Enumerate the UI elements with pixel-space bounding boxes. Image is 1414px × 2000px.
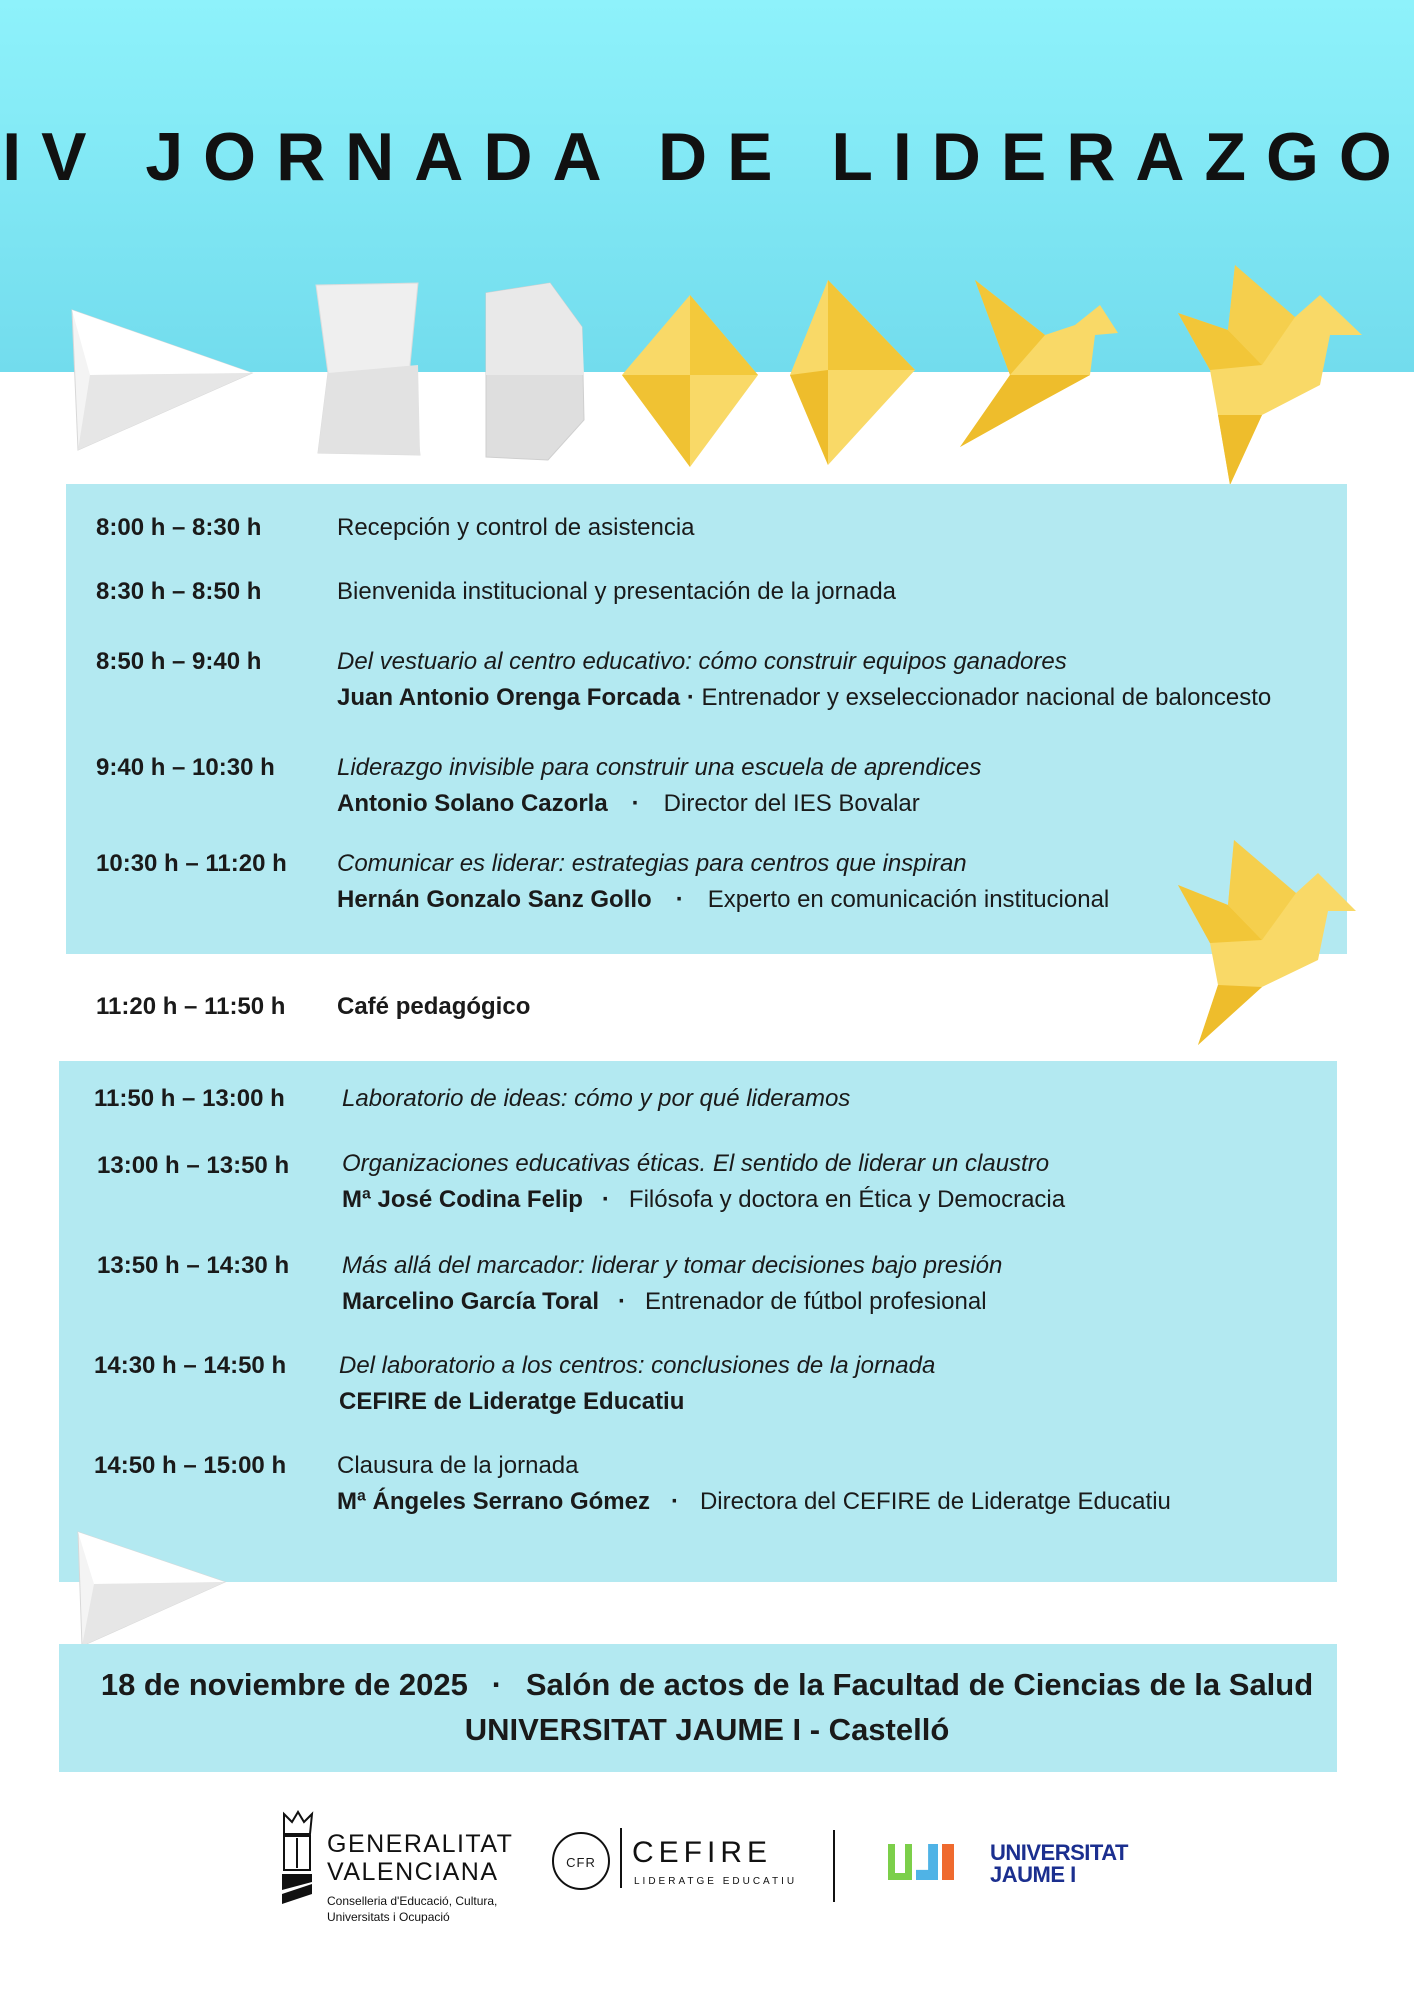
separator-dot: · (631, 790, 640, 817)
session-speaker-line (337, 1488, 1171, 1516)
speaker-name: Antonio Solano Cazorla (337, 790, 608, 817)
session-time: 13:00 h – 13:50 h (97, 1152, 290, 1179)
speaker-name: Hernán Gonzalo Sanz Gollo (337, 886, 652, 913)
event-info-panel (59, 1644, 1337, 1772)
speaker-role: Entrenador de fútbol profesional (644, 1288, 987, 1315)
session-time: 8:50 h – 9:40 h (96, 648, 262, 675)
folded-paper-icon-2 (486, 283, 584, 460)
gv-subtitle-line2: Universitats i Ocupació (327, 1910, 450, 1924)
speaker-role: Entrenador y exseleccionador nacional de baloncesto (701, 684, 1272, 711)
session-time: 11:50 h – 13:00 h (94, 1085, 285, 1112)
logo-bar (0, 1800, 1414, 1980)
separator-dot: · (491, 1667, 503, 1702)
cefire-divider (620, 1828, 622, 1888)
paper-plane-icon-2 (70, 1530, 230, 1648)
session-time: 13:50 h – 14:30 h (97, 1252, 290, 1279)
uji-mark-icon (888, 1844, 954, 1884)
generalitat-crest-icon (278, 1810, 316, 1910)
origami-illustration (0, 255, 1414, 495)
session-time: 11:20 h – 11:50 h (96, 993, 286, 1020)
speaker-role: Filósofa y doctora en Ética y Democracia (628, 1186, 1066, 1213)
session-title: Organizaciones educativas éticas. El sentido de liderar un claustro (342, 1150, 1050, 1177)
speaker-name: Mª José Codina Felip (342, 1186, 583, 1213)
session-title: Laboratorio de ideas: cómo y por qué lideramos (342, 1085, 851, 1112)
session-title: Clausura de la jornada (337, 1452, 579, 1479)
event-university: UNIVERSITAT JAUME I - Castelló (464, 1712, 950, 1747)
schedule-panel-morning (66, 484, 1347, 954)
session-title: Del vestuario al centro educativo: cómo construir equipos ganadores (337, 648, 1067, 675)
uji-name-line2: JAUME I (990, 1862, 1076, 1887)
session-speaker-line (342, 1186, 1065, 1214)
origami-bird-icon (960, 280, 1118, 447)
separator-dot: · (617, 1288, 626, 1315)
speaker-role: Experto en comunicación institucional (707, 886, 1110, 913)
session-speaker-line (337, 790, 920, 818)
event-date: 18 de noviembre de 2025 (100, 1667, 468, 1702)
session-time: 14:30 h – 14:50 h (94, 1352, 287, 1379)
session-speaker-line (337, 886, 1109, 914)
event-date-place (0, 1667, 1414, 1703)
session-title: Bienvenida institucional y presentación de la jornada (337, 578, 897, 605)
session-time: 14:50 h – 15:00 h (94, 1452, 287, 1479)
speaker-role: Directora del CEFIRE de Lideratge Educatiu (699, 1488, 1171, 1515)
paper-plane-icon (72, 310, 252, 450)
origami-bird-icon-2 (1178, 265, 1362, 485)
gv-subtitle-line1: Conselleria d'Educació, Cultura, (327, 1894, 498, 1908)
separator-dot: · (686, 684, 695, 711)
origami-diamond-icon-2 (790, 280, 915, 465)
separator-dot: · (601, 1186, 610, 1213)
session-speaker-line (337, 684, 1271, 712)
cefire-badge-icon: CFR (552, 1832, 610, 1890)
separator-dot: · (675, 886, 684, 913)
speaker-name: Juan Antonio Orenga Forcada (337, 684, 681, 711)
speaker-name: Mª Ángeles Serrano Gómez (337, 1488, 650, 1515)
separator-dot: · (670, 1488, 679, 1515)
speaker-role: Director del IES Bovalar (663, 790, 920, 817)
session-time: 8:00 h – 8:30 h (96, 514, 262, 541)
cefire-name: CEFIRE (632, 1836, 773, 1869)
session-title: Más allá del marcador: liderar y tomar decisiones bajo presión (342, 1252, 1003, 1279)
session-time: 8:30 h – 8:50 h (96, 578, 262, 605)
gv-name-line2: VALENCIANA (327, 1858, 499, 1886)
session-time: 9:40 h – 10:30 h (96, 754, 275, 781)
event-place: Salón de actos de la Facultad de Ciencias de la Salud (525, 1667, 1314, 1702)
folded-paper-icon (316, 283, 420, 455)
session-title: Café pedagógico (337, 993, 531, 1020)
cefire-subtitle: LIDERATGE EDUCATIU (634, 1876, 798, 1887)
logo-divider (833, 1830, 835, 1902)
session-title: Liderazgo invisible para construir una escuela de aprendices (337, 754, 982, 781)
session-title: Recepción y control de asistencia (337, 514, 695, 541)
gv-name-line1: GENERALITAT (327, 1830, 514, 1858)
session-title: Del laboratorio a los centros: conclusiones de la jornada (339, 1352, 936, 1379)
session-speaker-line (342, 1288, 987, 1316)
session-title: Comunicar es liderar: estrategias para centros que inspiran (337, 850, 967, 877)
speaker-name: CEFIRE de Lideratge Educatiu (339, 1388, 685, 1415)
session-time: 10:30 h – 11:20 h (96, 850, 287, 877)
page-title: IV JORNADA DE LIDERAZGO (2, 119, 1412, 195)
speaker-name: Marcelino García Toral (342, 1288, 599, 1315)
uji-name-line1: UNIVERSITAT (990, 1840, 1128, 1865)
origami-bird-icon-3 (1178, 835, 1358, 1045)
origami-diamond-icon (622, 295, 758, 467)
